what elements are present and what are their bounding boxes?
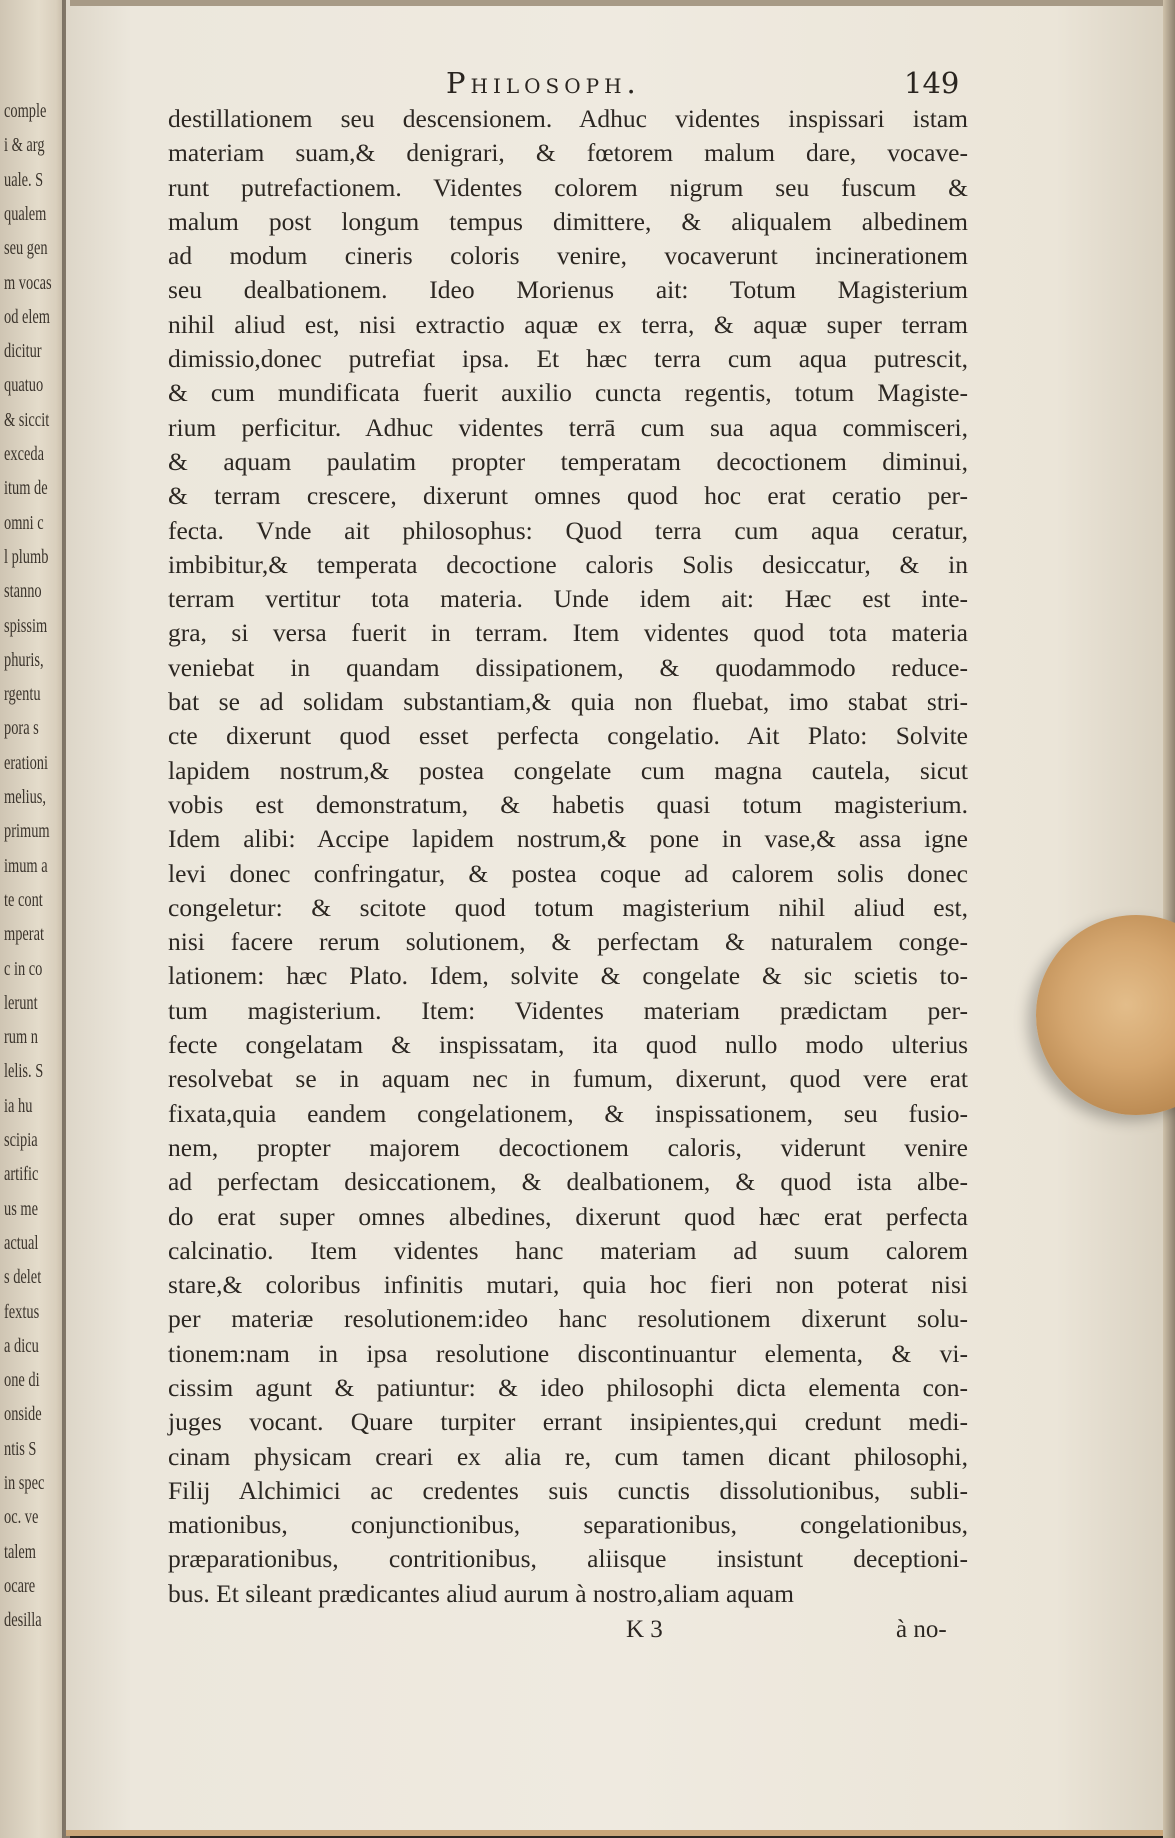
text-line: resolvebat se in aquam nec in fumum, dixerunt, quod vere erat (168, 1064, 968, 1094)
margin-fragment: desilla (4, 1609, 42, 1632)
margin-fragment: l plumb (4, 545, 49, 568)
margin-fragment: scipia (4, 1129, 38, 1151)
catchword: à no- (896, 1616, 947, 1643)
text-line: fixata,quia eandem congelationem, & inspissationem, seu fusio- (168, 1098, 968, 1128)
margin-fragment: in spec (4, 1472, 45, 1494)
text-line: runt putrefactionem. Videntes colorem nigrum seu fuscum & (168, 172, 968, 202)
text-line: fecte congelatam & inspissatam, ita quod nullo modo ulterius (168, 1030, 968, 1060)
text-line: mationibus, conjunctionibus, separationibus, congelationibus, (168, 1510, 968, 1540)
margin-fragment: qualem (4, 202, 47, 225)
margin-fragment: te cont (4, 888, 43, 911)
margin-fragment: actual (4, 1231, 39, 1254)
text-line: cinam physicam creari ex alia re, cum tamen dicant philosophi, (168, 1441, 968, 1471)
text-line: terram vertitur tota materia. Unde idem ait: Hæc est inte- (168, 584, 968, 614)
margin-fragment: dicitur (4, 340, 42, 363)
text-line: gra, si versa fuerit in terram. Item videntes quod tota materia (168, 618, 968, 648)
margin-fragment: onside (4, 1403, 42, 1426)
text-line: calcinatio. Item videntes hanc materiam ad suum calorem (168, 1235, 968, 1265)
margin-fragment: ia hu (4, 1094, 33, 1117)
margin-fragment: uale. S (4, 168, 44, 191)
signature-mark: K 3 (626, 1616, 663, 1643)
text-line: levi donec confringatur, & postea coque ad calorem solis donec (168, 858, 968, 888)
text-line: seu dealbationem. Ideo Morienus ait: Totum Magisterium (168, 275, 968, 305)
text-line: Idem alibi: Accipe lapidem nostrum,& pone in vase,& assa igne (168, 824, 968, 854)
margin-fragment: comple (4, 100, 47, 122)
margin-fragment: exceda (4, 443, 44, 465)
text-line: cissim agunt & patiuntur: & ideo philosophi dicta elementa con- (168, 1372, 968, 1402)
text-line: rium perficitur. Adhuc videntes terrā cum sua aqua commisceri, (168, 412, 968, 442)
text-line: do erat super omnes albedines, dixerunt quod hæc erat perfecta (168, 1201, 968, 1231)
text-line: veniebat in quandam dissipationem, & quodammodo reduce- (168, 652, 968, 682)
facing-page-margin (0, 0, 70, 1838)
text-line: bat se ad solidam substantiam,& quia non fluebat, imo stabat stri- (168, 687, 968, 717)
margin-fragment: s delet (4, 1266, 42, 1289)
text-line: congeletur: & scitote quod totum magisterium nihil aliud est, (168, 892, 968, 922)
margin-fragment: ntis S (4, 1437, 37, 1460)
margin-fragment: itum de (4, 477, 48, 500)
margin-fragment: primum (4, 820, 50, 843)
text-line: ad perfectam desiccationem, & dealbationem, & quod ista albe- (168, 1167, 968, 1197)
margin-fragment: melius, (4, 786, 47, 808)
text-line: lationem: hæc Plato. Idem, solvite & congelate & sic scietis to- (168, 961, 968, 991)
margin-fragment: lelis. S (4, 1060, 44, 1083)
text-line: Filij Alchimici ac credentes suis cunctis dissolutionibus, subli- (168, 1475, 968, 1505)
text-line: bus. Et sileant prædicantes aliud aurum à nostro,aliam aquam (168, 1578, 795, 1608)
text-line: lapidem nostrum,& postea congelate cum magna cautela, sicut (168, 755, 968, 785)
margin-fragment: omni c (4, 511, 44, 534)
margin-fragment: & siccit (4, 408, 50, 431)
margin-fragment: mperat (4, 923, 44, 946)
text-line: ad modum cineris coloris venire, vocaverunt incinerationem (168, 241, 968, 271)
margin-fragment: od elem (4, 305, 50, 328)
body-text (168, 102, 968, 1611)
margin-fragment: rum n (4, 1026, 38, 1049)
margin-fragment: lerunt (4, 991, 38, 1014)
margin-fragment: imum a (4, 854, 48, 877)
text-line: juges vocant. Quare turpiter errant insipientes,qui credunt medi- (168, 1407, 968, 1437)
text-line: nisi facere rerum solutionem, & perfectam & naturalem conge- (168, 927, 968, 957)
page-top-edge (70, 0, 1175, 6)
text-line: stare,& coloribus infinitis mutari, quia hoc fieri non poterat nisi (168, 1270, 968, 1300)
text-line: & aquam paulatim propter temperatam decoctionem diminui, (168, 446, 968, 476)
text-line: cte dixerunt quod esset perfecta congelatio. Ait Plato: Solvite (168, 721, 968, 751)
margin-fragment: spissim (4, 614, 48, 637)
margin-fragment: a dicu (4, 1334, 39, 1357)
book-page (66, 0, 1166, 1836)
margin-fragment: i & arg (4, 134, 45, 157)
margin-fragment: oc. ve (4, 1506, 39, 1529)
margin-fragment: talem (4, 1540, 36, 1563)
text-line: vobis est demonstratum, & habetis quasi totum magisterium. (168, 789, 968, 819)
text-line: nihil aliud est, nisi extractio aquæ ex terra, & aquæ super terram (168, 309, 968, 339)
text-line: dimissio,donec putrefiat ipsa. Et hæc terra cum aqua putrescit, (168, 344, 968, 374)
text-line: præparationibus, contritionibus, aliisque insistunt deceptioni- (168, 1544, 968, 1574)
text-line: tum magisterium. Item: Videntes materiam prædictam per- (168, 995, 968, 1025)
margin-fragment: ocare (4, 1574, 36, 1597)
margin-fragment: one di (4, 1369, 40, 1392)
margin-fragment: phuris, (4, 648, 44, 671)
margin-fragment: artific (4, 1163, 39, 1186)
margin-fragment: m vocas (4, 271, 52, 294)
page-number: 149 (904, 66, 960, 100)
text-line: nem, propter majorem decoctionem caloris, viderunt venire (168, 1132, 968, 1162)
margin-fragment: pora s (4, 717, 39, 740)
text-line: fecta. Vnde ait philosophus: Quod terra cum aqua ceratur, (168, 515, 968, 545)
margin-fragment: seu gen (4, 237, 48, 260)
text-line: destillationem seu descensionem. Adhuc videntes inspissari istam (168, 104, 968, 133)
margin-fragment: c in co (4, 957, 43, 980)
text-line: imbibitur,& temperata decoctione caloris Solis desiccatur, & in (168, 549, 968, 579)
margin-fragment: us me (4, 1197, 38, 1220)
margin-fragment: erationi (4, 751, 48, 774)
text-line: & cum mundificata fuerit auxilio cuncta regentis, totum Magiste- (168, 378, 968, 408)
text-line: & terram crescere, dixerunt omnes quod hoc erat ceratio per- (168, 481, 968, 511)
margin-fragment: quatuo (4, 374, 44, 397)
running-head: Philosoph. (446, 66, 641, 100)
text-line: tionem:nam in ipsa resolutione discontinuantur elementa, & vi- (168, 1338, 968, 1368)
margin-fragment: stanno (4, 580, 42, 603)
text-line: materiam suam,& denigrari, & fœtorem malum dare, vocave- (168, 138, 968, 168)
text-line: malum post longum tempus dimittere, & aliqualem albedinem (168, 206, 968, 236)
margin-fragment: rgentu (4, 683, 41, 706)
text-line: per materiæ resolutionem:ideo hanc resolutionem dixerunt solu- (168, 1304, 968, 1334)
margin-fragment: fextus (4, 1300, 40, 1323)
